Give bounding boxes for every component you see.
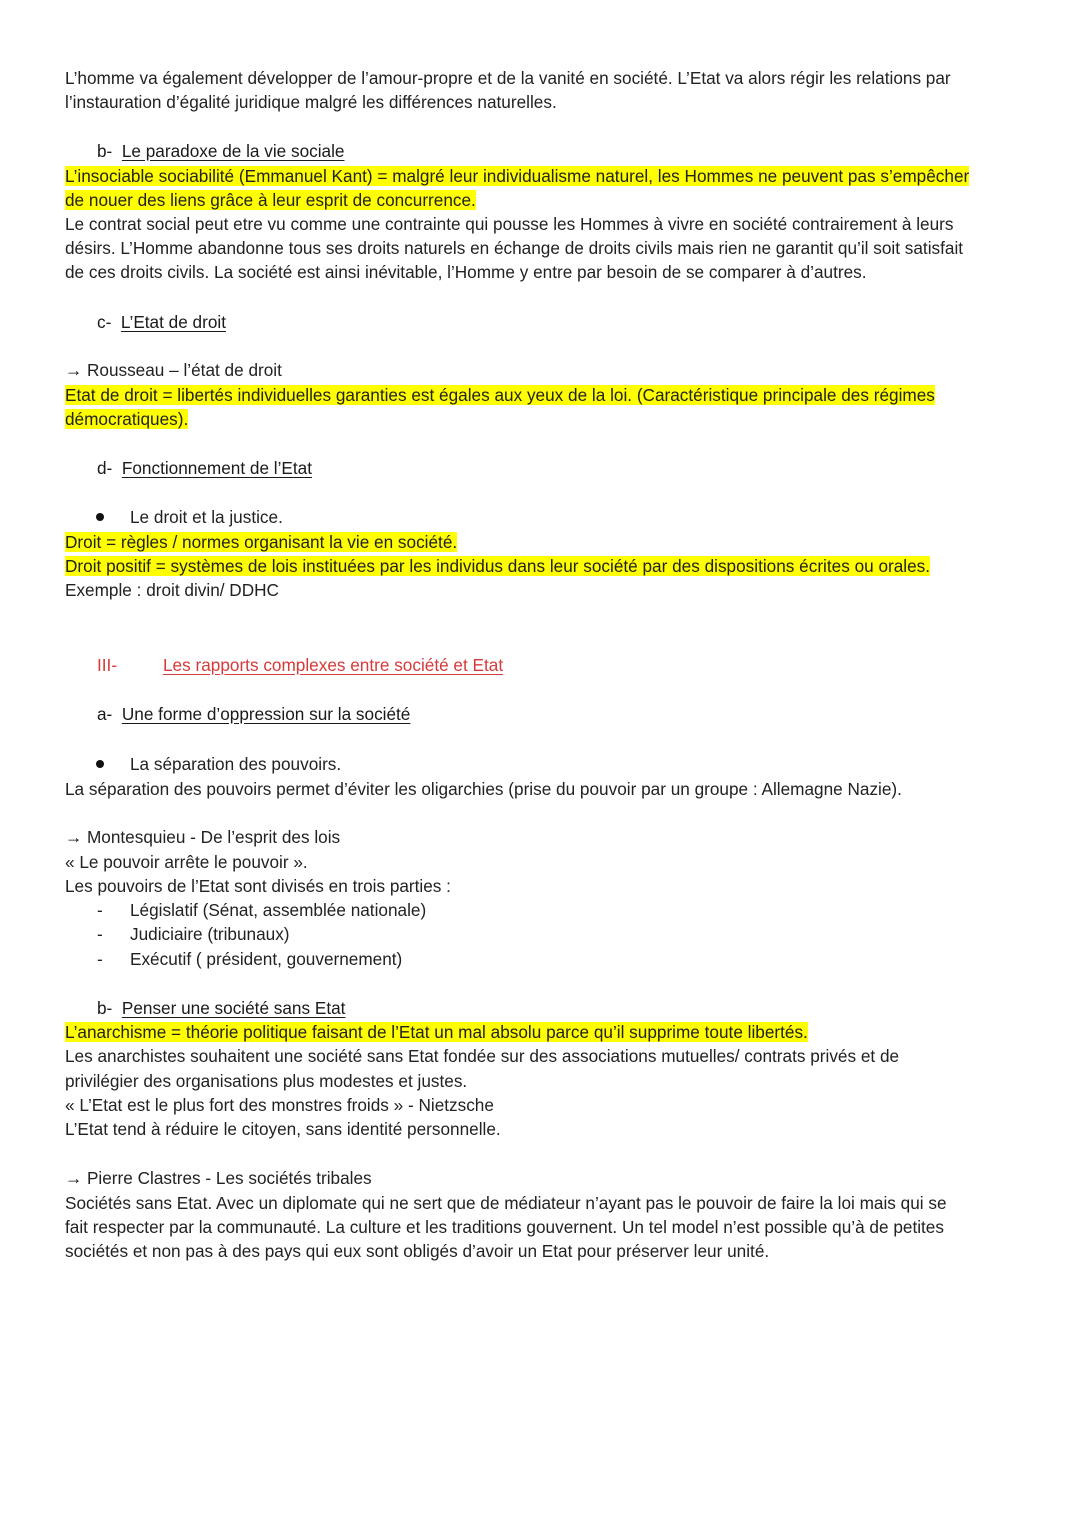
paragraph-line: La séparation des pouvoirs permet d’éviter les oligarchies (prise du pouvoir par un groupe : Allemagne Nazie). xyxy=(65,779,902,799)
arrow-icon: → xyxy=(65,360,83,380)
section-title: Fonctionnement de l’Etat xyxy=(121,458,312,478)
section-label: a- xyxy=(97,704,113,724)
quote-line: « L’Etat est le plus fort des monstres froids » - Nietzsche xyxy=(65,1095,494,1115)
highlight-text: Droit = règles / normes organisant la vie en société. xyxy=(65,532,458,552)
paragraph-line: Sociétés sans Etat. Avec un diplomate qui ne sert que de médiateur n’ayant pas le pouvoir de faire la loi mais qui se xyxy=(65,1193,947,1213)
paragraph-line: l’instauration d’égalité juridique malgré les différences naturelles. xyxy=(65,92,557,112)
paragraph-line: Le contrat social peut etre vu comme une contrainte qui pousse les Hommes à vivre en société contrairement à leurs xyxy=(65,214,954,234)
highlighted-line xyxy=(65,165,969,187)
highlighted-line xyxy=(65,1021,808,1043)
bullet-icon xyxy=(96,513,104,521)
section-title: L’Etat de droit xyxy=(120,312,226,332)
reference-line xyxy=(65,359,282,381)
bullet-item: Le droit et la justice. xyxy=(130,507,283,527)
paragraph-line: L’Etat tend à réduire le citoyen, sans identité personnelle. xyxy=(65,1119,501,1139)
highlight-text: démocratiques). xyxy=(65,409,189,429)
highlighted-line xyxy=(65,555,930,577)
highlighted-line xyxy=(65,531,457,553)
paragraph-line: Exemple : droit divin/ DDHC xyxy=(65,580,279,600)
reference-title: Rousseau – l’état de droit xyxy=(86,360,282,380)
bullet-item: La séparation des pouvoirs. xyxy=(130,754,342,774)
part-title xyxy=(163,654,503,676)
paragraph-line: Les pouvoirs de l’Etat sont divisés en trois parties : xyxy=(65,876,451,896)
highlight-text: L’anarchisme = théorie politique faisant de l’Etat un mal absolu parce qu’il supprime toute libertés. xyxy=(65,1022,808,1042)
section-label: d- xyxy=(97,458,113,478)
list-item: Exécutif ( président, gouvernement) xyxy=(130,949,403,969)
paragraph-line: de ces droits civils. La société est ainsi inévitable, l’Homme y entre par besoin de se comparer à d’autres. xyxy=(65,262,867,282)
highlight-text: Etat de droit = libertés individuelles garanties est égales aux yeux de la loi. (Caractéristique principale des régimes xyxy=(65,385,935,405)
part-heading xyxy=(97,654,117,676)
part-label: III- xyxy=(97,655,118,675)
dash-icon: - xyxy=(97,949,103,969)
arrow-icon: → xyxy=(65,1168,83,1188)
highlight-text: de nouer des liens grâce à leur esprit de concurrence. xyxy=(65,190,476,210)
reference-title: Montesquieu - De l’esprit des lois xyxy=(86,827,341,847)
bullet-icon xyxy=(96,760,104,768)
paragraph-line: désirs. L’Homme abandonne tous ses droits naturels en échange de droits civils mais rien ne garantit qu’il soit satisfait xyxy=(65,238,964,258)
dash-icon: - xyxy=(97,900,103,920)
paragraph-line: fait respecter par la communauté. La culture et les traditions gouvernent. Un tel model n’est possible qu’à de petites xyxy=(65,1217,944,1237)
paragraph-line: privilégier des organisations plus modestes et justes. xyxy=(65,1071,468,1091)
reference-title: Pierre Clastres - Les sociétés tribales xyxy=(86,1168,372,1188)
section-heading xyxy=(97,140,345,162)
section-heading xyxy=(97,703,410,725)
section-title: Penser une société sans Etat xyxy=(121,998,346,1018)
section-heading xyxy=(97,311,226,333)
reference-line xyxy=(65,1167,372,1189)
section-title: Une forme d’oppression sur la société xyxy=(121,704,411,724)
paragraph-line: L’homme va également développer de l’amour-propre et de la vanité en société. L’Etat va alors régir les relations par xyxy=(65,68,951,88)
section-label: b- xyxy=(97,141,113,161)
highlight-text: L’insociable sociabilité (Emmanuel Kant) = malgré leur individualisme naturel, les Hommes ne peuvent pas s’empêcher xyxy=(65,166,970,186)
section-label: b- xyxy=(97,998,113,1018)
list-item: Judiciaire (tribunaux) xyxy=(130,924,290,944)
highlighted-line xyxy=(65,384,935,406)
paragraph-line: sociétés et non pas à des pays qui eux sont obligés d’avoir un Etat pour préserver leur unité. xyxy=(65,1241,770,1261)
section-heading xyxy=(97,457,312,479)
paragraph-line: Les anarchistes souhaitent une société sans Etat fondée sur des associations mutuelles/ contrats privés et de xyxy=(65,1046,900,1066)
arrow-icon: → xyxy=(65,827,83,847)
reference-line xyxy=(65,826,340,848)
quote-line: « Le pouvoir arrête le pouvoir ». xyxy=(65,852,308,872)
part-title-text: Les rapports complexes entre société et Etat xyxy=(163,655,504,675)
section-heading xyxy=(97,997,345,1019)
section-title: Le paradoxe de la vie sociale xyxy=(121,141,345,161)
section-label: c- xyxy=(97,312,112,332)
highlighted-line xyxy=(65,189,476,211)
highlighted-line xyxy=(65,408,188,430)
dash-icon: - xyxy=(97,924,103,944)
highlight-text: Droit positif = systèmes de lois instituées par les individus dans leur société par des dispositions écrites ou orales. xyxy=(65,556,931,576)
list-item: Législatif (Sénat, assemblée nationale) xyxy=(130,900,427,920)
